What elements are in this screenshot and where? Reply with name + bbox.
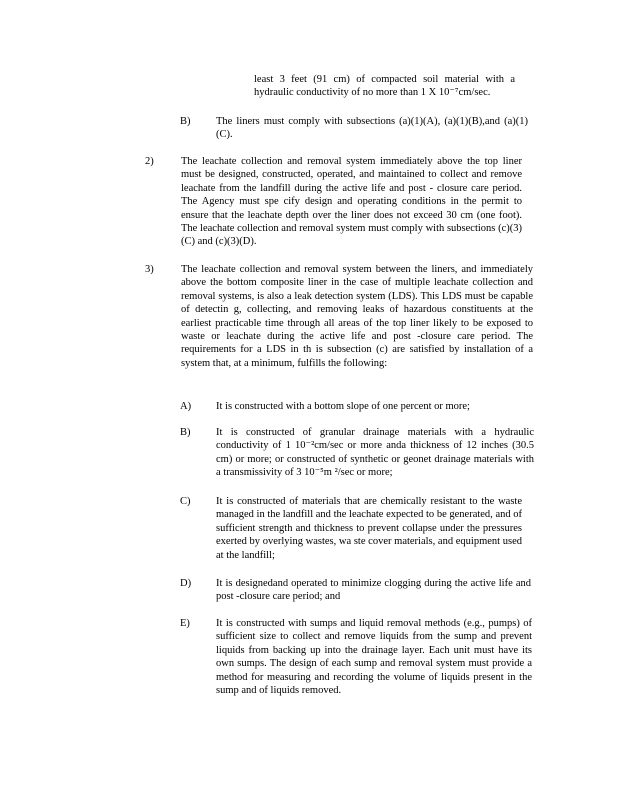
- list-item-text: It is constructed with sumps and liquid removal methods (e.g., pumps) of sufficient size to collect and remove liquids from the sump and prevent liquids from backing up into the drainage layer. Each unit must have its own sumps. The design of each sump and removal system must provide a method for measuring and recording the volume of liquids present in the sump and of liquids removed.: [216, 618, 532, 697]
- list-item-label: 3): [145, 264, 154, 275]
- list-item-label: E): [180, 618, 190, 629]
- list-item-label: B): [180, 427, 191, 438]
- list-item-text: The liners must comply with subsections (a)(1)(A), (a)(1)(B),and (a)(1)(C).: [216, 116, 528, 141]
- list-item-label: D): [180, 578, 192, 589]
- list-item-label: 2): [145, 156, 154, 167]
- continuation-paragraph: least 3 feet (91 cm) of compacted soil material with a hydraulic conductivity of no more than 1 X 10⁻⁷cm/sec.: [254, 74, 515, 99]
- list-item-text: It is constructed with a bottom slope of one percent or more;: [216, 401, 470, 412]
- list-item-text: It is constructed of granular drainage materials with a hydraulic conductivity of 1 10⁻²cm/sec or more anda thickness of 12 inches (30.5 cm) or more; or constructed of synthetic or geonet drainage materials with a transmissivity of 3 10⁻⁵m ²/sec or more;: [216, 427, 534, 479]
- list-item-text: It is constructed of materials that are chemically resistant to the waste managed in the landfill and the leachate expected to be generated, and of sufficient strength and thickness to prevent collapse under the pressures exerted by overlying wastes, wa ste cover materials, and equipment used at the landfill;: [216, 496, 522, 561]
- list-item-text: The leachate collection and removal system between the liners, and immediately above the bottom composite liner in the case of multiple leachate collection and removal systems, is also a leak detection system (LDS). This LDS must be capable of detectin g, collecting, and removing leaks of hazardous constituents at the earliest practicable time through all areas of the top liner likely to be exposed to waste or leachate during the active life and post -closure care period. The requirements for a LDS in th is subsection (c) are satisfied by installation of a system that, at a minimum, fulfills the following:: [181, 264, 533, 369]
- list-item-label: B): [180, 116, 191, 127]
- list-item-text: It is designedand operated to minimize clogging during the active life and post -closure care period; and: [216, 578, 531, 603]
- list-item-label: C): [180, 496, 191, 507]
- list-item-text: The leachate collection and removal system immediately above the top liner must be designed, constructed, operated, and maintained to collect and remove leachate from the landfill during the active life and post - closure care period. The Agency must spe cify design and operating conditions in the permit to ensure that the leachate depth over the liner does not exceed 30 cm (one foot). The leachate collection and removal system must comply with subsections (c)(3)(C) and (c)(3)(D).: [181, 156, 522, 248]
- list-item-label: A): [180, 401, 192, 412]
